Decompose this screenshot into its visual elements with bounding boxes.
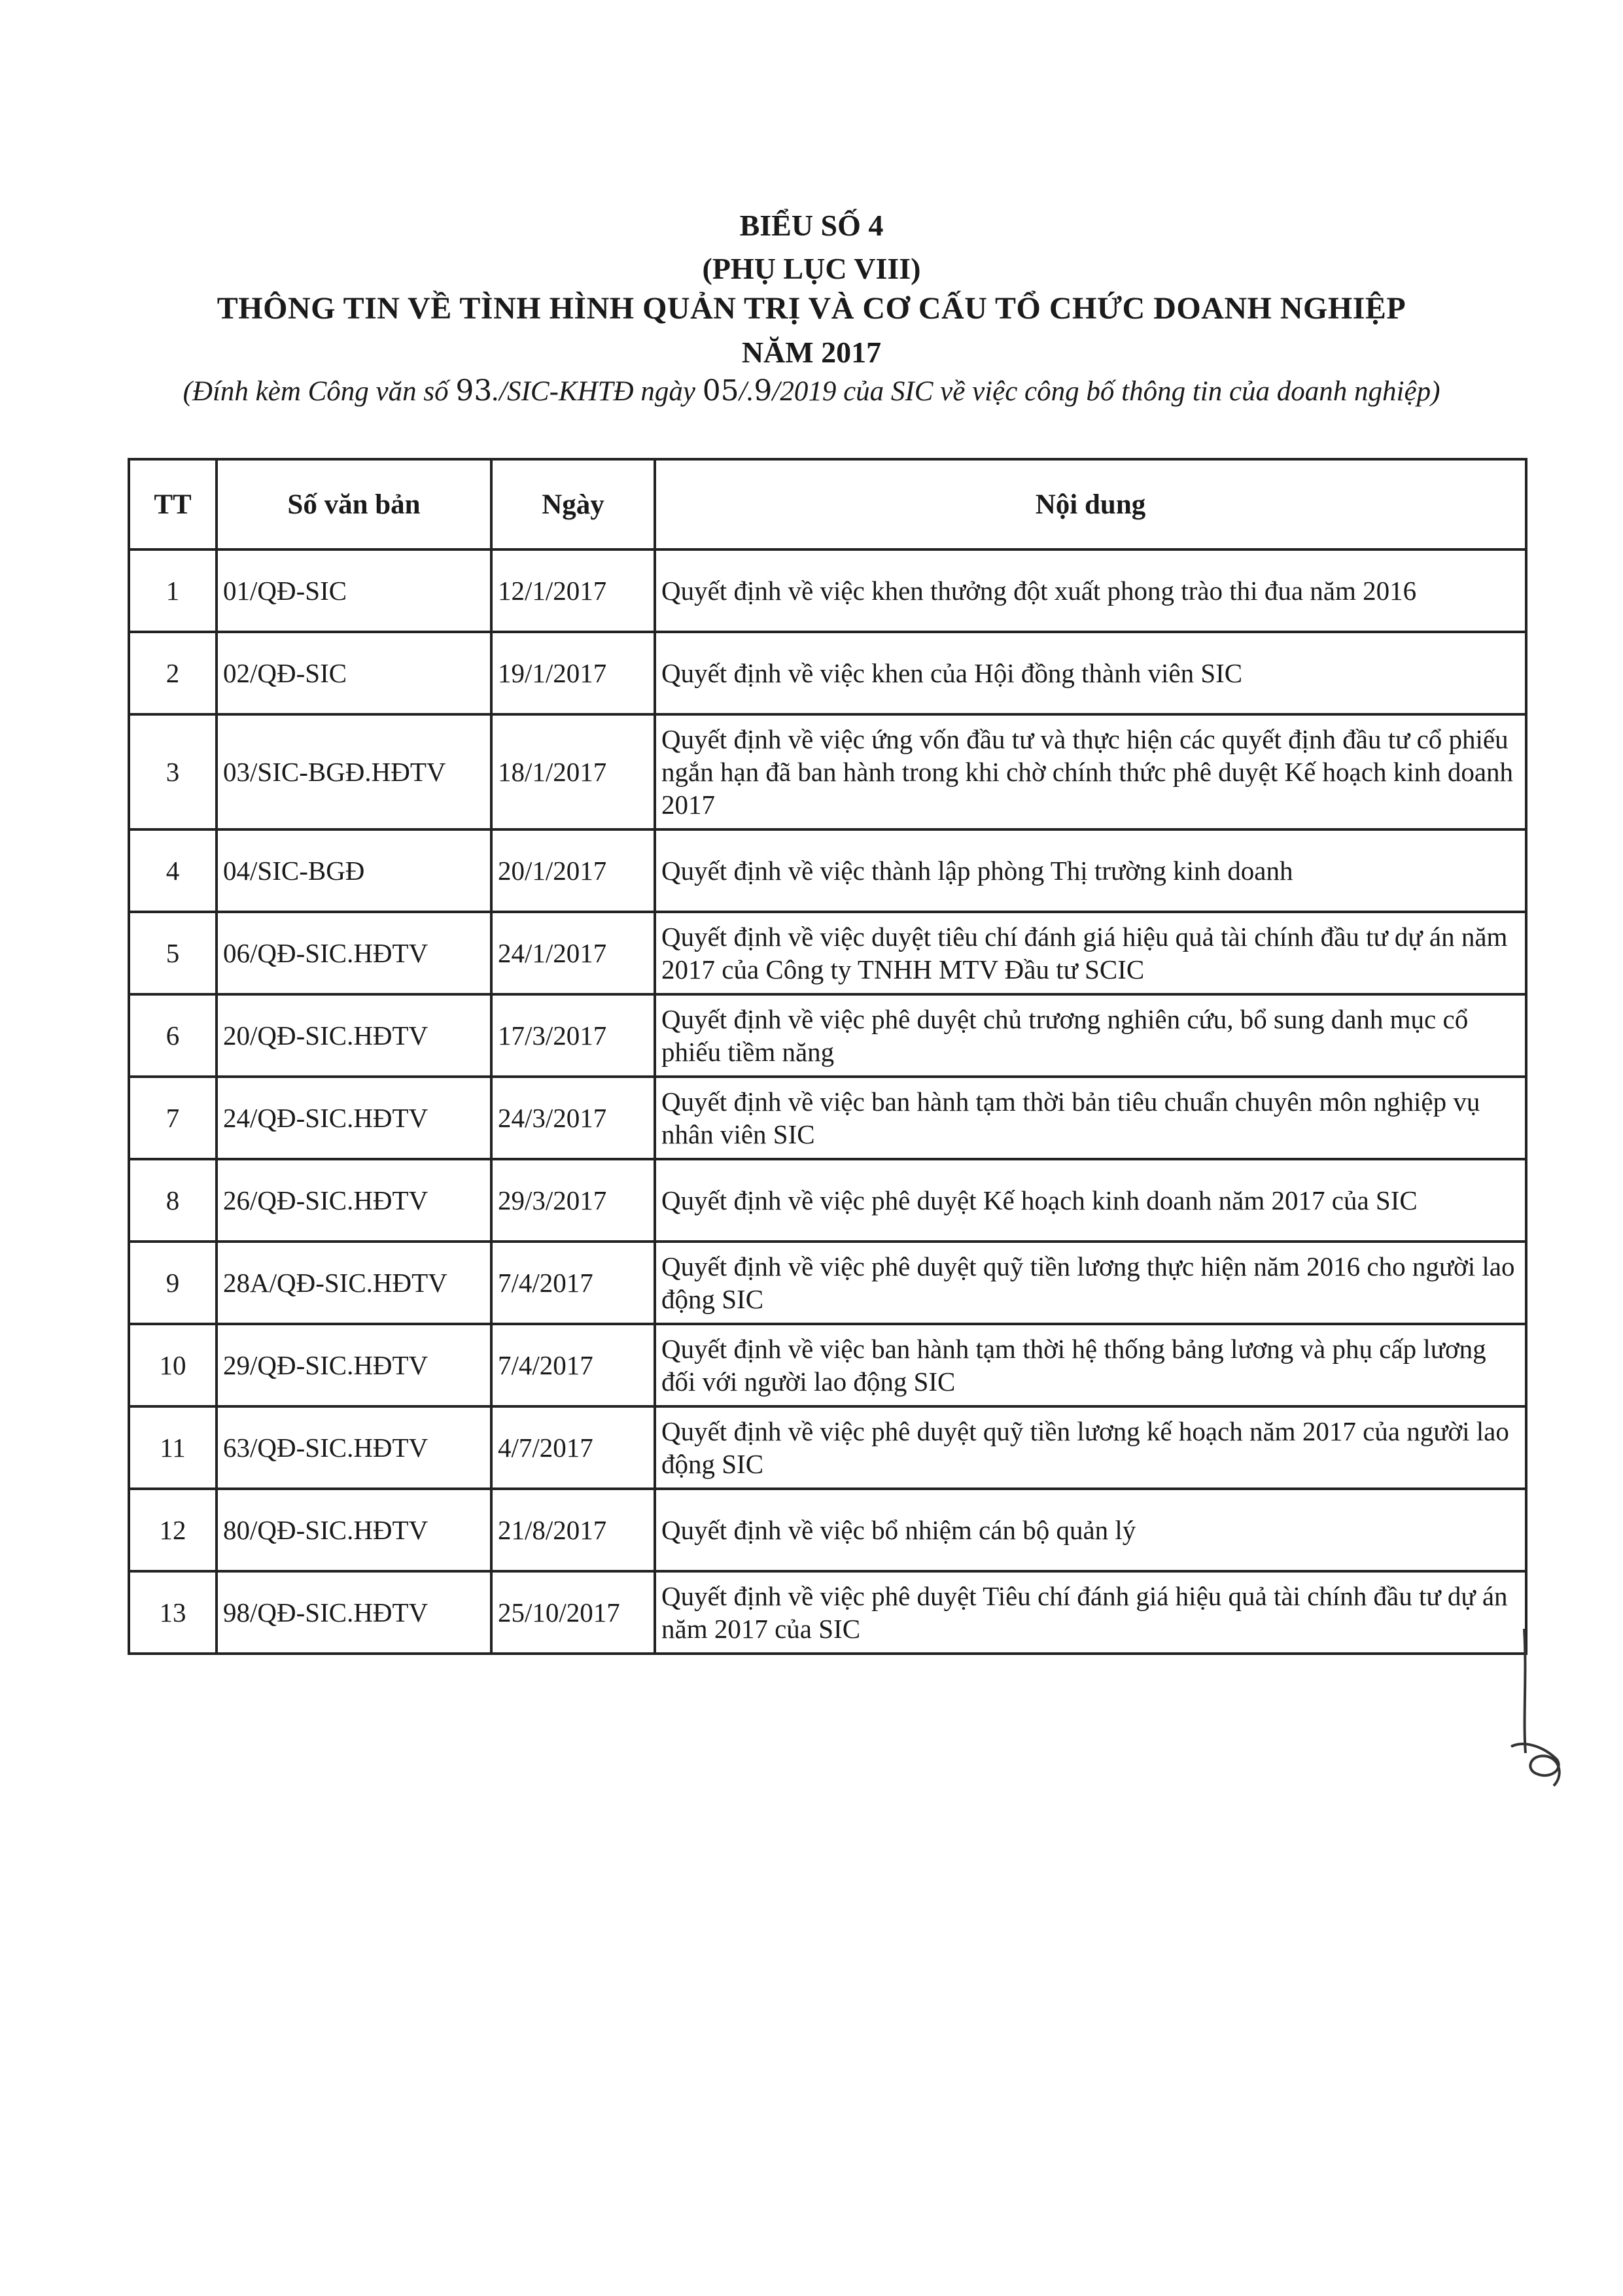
handwritten-month: 9 xyxy=(754,374,773,408)
cell-ngay: 24/1/2017 xyxy=(491,912,655,994)
handwritten-initials-mark xyxy=(1498,1622,1577,1792)
cell-so: 29/QĐ-SIC.HĐTV xyxy=(217,1324,491,1406)
cell-so: 26/QĐ-SIC.HĐTV xyxy=(217,1159,491,1242)
cell-ngay: 24/3/2017 xyxy=(491,1077,655,1159)
table-row xyxy=(129,714,1526,829)
header-tt: TT xyxy=(129,459,217,549)
cell-noi-dung: Quyết định về việc ban hành tạm thời hệ thống bảng lương và phụ cấp lương đối với người lao động SIC xyxy=(655,1324,1526,1406)
note-suffix: /2019 của SIC về việc công bố thông tin của doanh nghiệp) xyxy=(772,376,1440,407)
cell-ngay: 21/8/2017 xyxy=(491,1489,655,1571)
cell-so: 98/QĐ-SIC.HĐTV xyxy=(217,1571,491,1654)
table-row xyxy=(129,549,1526,632)
note-sep: /. xyxy=(739,376,754,407)
cell-ngay: 20/1/2017 xyxy=(491,829,655,912)
cell-noi-dung: Quyết định về việc phê duyệt quỹ tiền lương kế hoạch năm 2017 của người lao động SIC xyxy=(655,1406,1526,1489)
cell-so: 28A/QĐ-SIC.HĐTV xyxy=(217,1242,491,1324)
table-row xyxy=(129,1324,1526,1406)
handwritten-day: 05 xyxy=(702,374,739,408)
table-row xyxy=(129,632,1526,714)
cell-ngay: 7/4/2017 xyxy=(491,1324,655,1406)
cell-ngay: 25/10/2017 xyxy=(491,1571,655,1654)
cell-ngay: 29/3/2017 xyxy=(491,1159,655,1242)
cell-ngay: 17/3/2017 xyxy=(491,994,655,1077)
attachment-note xyxy=(0,374,1623,408)
header-ngay: Ngày xyxy=(491,459,655,549)
table-row xyxy=(129,1242,1526,1324)
cell-noi-dung: Quyết định về việc phê duyệt Kế hoạch kinh doanh năm 2017 của SIC xyxy=(655,1159,1526,1242)
cell-ngay: 19/1/2017 xyxy=(491,632,655,714)
cell-tt: 7 xyxy=(129,1077,217,1159)
cell-noi-dung: Quyết định về việc phê duyệt Tiêu chí đánh giá hiệu quả tài chính đầu tư dự án năm 2017 của SIC xyxy=(655,1571,1526,1654)
document-subtitle: (PHỤ LỤC VIII) xyxy=(702,252,921,285)
cell-so: 80/QĐ-SIC.HĐTV xyxy=(217,1489,491,1571)
cell-tt: 10 xyxy=(129,1324,217,1406)
cell-tt: 1 xyxy=(129,549,217,632)
table-row xyxy=(129,1159,1526,1242)
table-row xyxy=(129,829,1526,912)
cell-so: 04/SIC-BGĐ xyxy=(217,829,491,912)
cell-noi-dung: Quyết định về việc phê duyệt quỹ tiền lương thực hiện năm 2016 cho người lao động SIC xyxy=(655,1242,1526,1324)
cell-so: 06/QĐ-SIC.HĐTV xyxy=(217,912,491,994)
cell-ngay: 4/7/2017 xyxy=(491,1406,655,1489)
cell-ngay: 7/4/2017 xyxy=(491,1242,655,1324)
document-heading: THÔNG TIN VỀ TÌNH HÌNH QUẢN TRỊ VÀ CƠ CẤU TỔ CHỨC DOANH NGHIỆP xyxy=(217,291,1406,326)
cell-noi-dung: Quyết định về việc ban hành tạm thời bản tiêu chuẩn chuyên môn nghiệp vụ nhân viên SIC xyxy=(655,1077,1526,1159)
note-mid: ./SIC-KHTĐ ngày xyxy=(492,376,703,407)
cell-noi-dung: Quyết định về việc thành lập phòng Thị trường kinh doanh xyxy=(655,829,1526,912)
table-row xyxy=(129,994,1526,1077)
table-row xyxy=(129,1571,1526,1654)
cell-noi-dung: Quyết định về việc ứng vốn đầu tư và thực hiện các quyết định đầu tư cổ phiếu ngắn hạn đã ban hành trong khi chờ chính thức phê duyệt Kế hoạch kinh doanh 2017 xyxy=(655,714,1526,829)
cell-so: 20/QĐ-SIC.HĐTV xyxy=(217,994,491,1077)
cell-tt: 13 xyxy=(129,1571,217,1654)
decision-table xyxy=(128,458,1527,1655)
table-row xyxy=(129,1489,1526,1571)
cell-tt: 2 xyxy=(129,632,217,714)
handwritten-document-number: 93 xyxy=(455,374,493,408)
cell-tt: 4 xyxy=(129,829,217,912)
cell-so: 63/QĐ-SIC.HĐTV xyxy=(217,1406,491,1489)
cell-tt: 5 xyxy=(129,912,217,994)
cell-tt: 9 xyxy=(129,1242,217,1324)
cell-ngay: 18/1/2017 xyxy=(491,714,655,829)
cell-so: 03/SIC-BGĐ.HĐTV xyxy=(217,714,491,829)
cell-noi-dung: Quyết định về việc khen thưởng đột xuất phong trào thi đua năm 2016 xyxy=(655,549,1526,632)
cell-tt: 11 xyxy=(129,1406,217,1489)
note-prefix: (Đính kèm Công văn số xyxy=(183,376,456,407)
cell-tt: 12 xyxy=(129,1489,217,1571)
cell-noi-dung: Quyết định về việc khen của Hội đồng thành viên SIC xyxy=(655,632,1526,714)
cell-noi-dung: Quyết định về việc bổ nhiệm cán bộ quản lý xyxy=(655,1489,1526,1571)
cell-tt: 6 xyxy=(129,994,217,1077)
cell-so: 24/QĐ-SIC.HĐTV xyxy=(217,1077,491,1159)
table-row xyxy=(129,912,1526,994)
cell-noi-dung: Quyết định về việc phê duyệt chủ trương nghiên cứu, bổ sung danh mục cổ phiếu tiềm năng xyxy=(655,994,1526,1077)
table-row xyxy=(129,1406,1526,1489)
cell-tt: 3 xyxy=(129,714,217,829)
cell-tt: 8 xyxy=(129,1159,217,1242)
table-row xyxy=(129,1077,1526,1159)
table-header-row xyxy=(129,459,1526,549)
header-noi-dung: Nội dung xyxy=(655,459,1526,549)
cell-ngay: 12/1/2017 xyxy=(491,549,655,632)
cell-so: 02/QĐ-SIC xyxy=(217,632,491,714)
document-year: NĂM 2017 xyxy=(741,336,882,369)
cell-noi-dung: Quyết định về việc duyệt tiêu chí đánh giá hiệu quả tài chính đầu tư dự án năm 2017 của Công ty TNHH MTV Đầu tư SCIC xyxy=(655,912,1526,994)
document-title: BIỂU SỐ 4 xyxy=(739,209,884,242)
cell-so: 01/QĐ-SIC xyxy=(217,549,491,632)
header-so-van-ban: Số văn bản xyxy=(217,459,491,549)
